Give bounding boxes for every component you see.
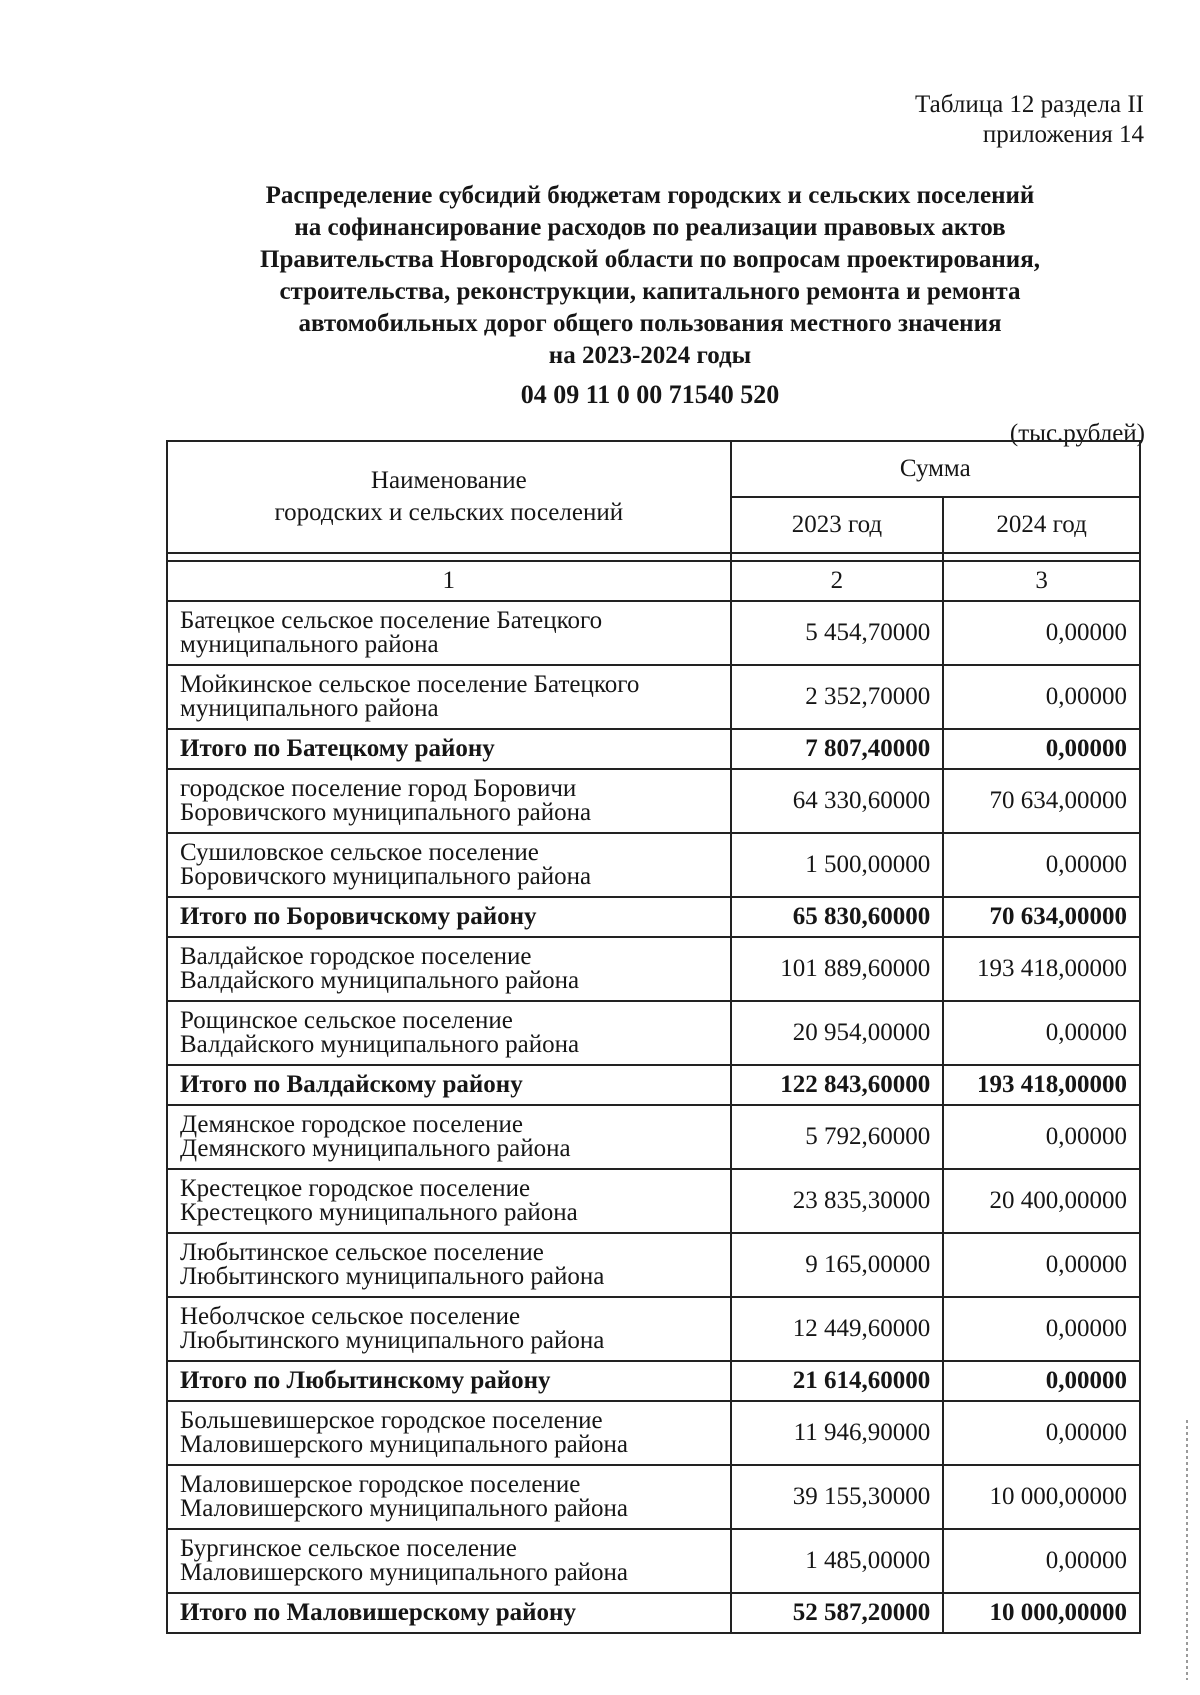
title-line: Правительства Новгородской области по вопросам проектирования,: [260, 246, 1040, 273]
name-line-2: муниципального района: [180, 631, 439, 658]
name-line-1: Бургинское сельское поселение: [180, 1535, 517, 1562]
name-line-2: Крестецкого муниципального района: [180, 1199, 578, 1226]
settlement-name-cell: [167, 1105, 731, 1169]
header-name-cell: [167, 441, 731, 553]
title-line: на софинансирование расходов по реализации правовых актов: [294, 214, 1006, 241]
name-line-1: Демянское городское поселение: [180, 1111, 523, 1138]
total-name-cell: [167, 897, 731, 937]
name-line-1: Рощинское сельское поселение: [180, 1007, 513, 1034]
amount-2023-cell: 23 835,30000: [731, 1169, 944, 1233]
table-caption: [915, 90, 1144, 150]
name-line-1: Маловишерское городское поселение: [180, 1471, 581, 1498]
settlement-name-cell: [167, 601, 731, 665]
district-total-row: [167, 1065, 1140, 1105]
name-line-2: Любытинского муниципального района: [180, 1263, 605, 1290]
amount-2024-cell: 193 418,00000: [943, 937, 1140, 1001]
title-line: на 2023-2024 годы: [548, 342, 752, 369]
name-line-1: Итого по Батецкому району: [180, 735, 495, 762]
total-name-cell: [167, 1593, 731, 1633]
header-year-2024: 2024 год: [943, 497, 1140, 553]
title-line: строительства, реконструкции, капитального ремонта и ремонта: [279, 278, 1021, 305]
settlement-name-cell: [167, 1001, 731, 1065]
amount-2023-cell: 7 807,40000: [731, 729, 944, 769]
settlement-row: [167, 1297, 1140, 1361]
header-row: [167, 441, 1140, 497]
settlement-row: [167, 937, 1140, 1001]
amount-2024-cell: 0,00000: [943, 1233, 1140, 1297]
name-line-1: Крестецкое городское поселение: [180, 1175, 531, 1202]
amount-2023-cell: 52 587,20000: [731, 1593, 944, 1633]
amount-2023-cell: 9 165,00000: [731, 1233, 944, 1297]
name-line-2: Валдайского муниципального района: [180, 1031, 580, 1058]
caption-line-2: приложения 14: [982, 121, 1144, 148]
name-line-2: Боровичского муниципального района: [180, 863, 592, 890]
column-number: 2: [731, 561, 944, 601]
total-name-cell: [167, 1361, 731, 1401]
name-line-1: Большевишерское городское поселение: [180, 1407, 603, 1434]
amount-2024-cell: 0,00000: [943, 601, 1140, 665]
name-line-1: Итого по Маловишерскому району: [180, 1599, 576, 1626]
name-line-2: Маловишерского муниципального района: [180, 1495, 629, 1522]
separator-cell: [943, 553, 1140, 561]
name-line-2: Боровичского муниципального района: [180, 799, 592, 826]
amount-2023-cell: 11 946,90000: [731, 1401, 944, 1465]
amount-2024-cell: 70 634,00000: [943, 769, 1140, 833]
header-separator: [167, 553, 1140, 561]
settlement-name-cell: [167, 833, 731, 897]
district-total-row: [167, 729, 1140, 769]
amount-2024-cell: 10 000,00000: [943, 1593, 1140, 1633]
settlement-name-cell: [167, 665, 731, 729]
scan-edge-mark: [1186, 1420, 1188, 1680]
name-line-2: муниципального района: [180, 695, 439, 722]
budget-code: 04 09 11 0 00 71540 520: [520, 380, 780, 409]
header-sum-cell: Сумма: [731, 441, 1140, 497]
name-line-2: Маловишерского муниципального района: [180, 1431, 629, 1458]
name-line-1: Мойкинское сельское поселение Батецкого: [180, 671, 640, 698]
settlement-name-cell: [167, 1401, 731, 1465]
amount-2023-cell: 21 614,60000: [731, 1361, 944, 1401]
table-body: [167, 441, 1140, 1633]
settlement-row: [167, 1233, 1140, 1297]
amount-2024-cell: 193 418,00000: [943, 1065, 1140, 1105]
amount-2023-cell: 122 843,60000: [731, 1065, 944, 1105]
amount-2023-cell: 101 889,60000: [731, 937, 944, 1001]
settlement-row: [167, 1105, 1140, 1169]
settlement-row: [167, 833, 1140, 897]
name-line-2: Демянского муниципального района: [180, 1135, 571, 1162]
caption-line-1: Таблица 12 раздела II: [915, 91, 1144, 118]
column-number: 3: [943, 561, 1140, 601]
amount-2024-cell: 10 000,00000: [943, 1465, 1140, 1529]
settlement-name-cell: [167, 937, 731, 1001]
settlement-name-cell: [167, 1529, 731, 1593]
settlement-name-cell: [167, 1465, 731, 1529]
total-name-cell: [167, 1065, 731, 1105]
settlement-row: [167, 1529, 1140, 1593]
district-total-row: [167, 897, 1140, 937]
name-line-1: Сушиловское сельское поселение: [180, 839, 539, 866]
amount-2024-cell: 0,00000: [943, 729, 1140, 769]
amount-2024-cell: 0,00000: [943, 1297, 1140, 1361]
name-line-1: Итого по Любытинскому району: [180, 1367, 551, 1394]
column-number: 1: [167, 561, 731, 601]
title-line: Распределение субсидий бюджетам городских и сельских поселений: [265, 182, 1035, 209]
settlement-row: [167, 1401, 1140, 1465]
amount-2024-cell: 0,00000: [943, 833, 1140, 897]
amount-2024-cell: 70 634,00000: [943, 897, 1140, 937]
name-line-1: Валдайское городское поселение: [180, 943, 532, 970]
total-name-cell: [167, 729, 731, 769]
amount-2024-cell: 0,00000: [943, 665, 1140, 729]
settlement-row: [167, 665, 1140, 729]
units-label: (тыс.рублей): [1009, 420, 1145, 447]
settlement-name-cell: [167, 769, 731, 833]
amount-2023-cell: 12 449,60000: [731, 1297, 944, 1361]
amount-2023-cell: 2 352,70000: [731, 665, 944, 729]
amount-2023-cell: 64 330,60000: [731, 769, 944, 833]
separator-cell: [167, 553, 731, 561]
settlement-row: [167, 1169, 1140, 1233]
amount-2023-cell: 20 954,00000: [731, 1001, 944, 1065]
subsidy-table: [166, 440, 1141, 1634]
name-line-1: Итого по Валдайскому району: [180, 1071, 523, 1098]
name-line-2: Любытинского муниципального района: [180, 1327, 605, 1354]
amount-2023-cell: 65 830,60000: [731, 897, 944, 937]
settlement-name-cell: [167, 1169, 731, 1233]
name-line-2: Валдайского муниципального района: [180, 967, 580, 994]
header-name-line-1: Наименование: [370, 467, 527, 494]
amount-2024-cell: 20 400,00000: [943, 1169, 1140, 1233]
settlement-row: [167, 1001, 1140, 1065]
district-total-row: [167, 1361, 1140, 1401]
separator-cell: [731, 553, 944, 561]
amount-2024-cell: 0,00000: [943, 1529, 1140, 1593]
settlement-row: [167, 601, 1140, 665]
amount-2023-cell: 1 500,00000: [731, 833, 944, 897]
amount-2023-cell: 1 485,00000: [731, 1529, 944, 1593]
settlement-name-cell: [167, 1297, 731, 1361]
district-total-row: [167, 1593, 1140, 1633]
header-year-2023: 2023 год: [731, 497, 944, 553]
amount-2024-cell: 0,00000: [943, 1401, 1140, 1465]
amount-2024-cell: 0,00000: [943, 1001, 1140, 1065]
amount-2023-cell: 5 792,60000: [731, 1105, 944, 1169]
name-line-1: городское поселение город Боровичи: [180, 775, 577, 802]
name-line-1: Батецкое сельское поселение Батецкого: [180, 607, 603, 634]
title-line: автомобильных дорог общего пользования местного значения: [298, 310, 1002, 337]
header-name-line-2: городских и сельских поселений: [274, 499, 624, 526]
settlement-row: [167, 1465, 1140, 1529]
amount-2024-cell: 0,00000: [943, 1105, 1140, 1169]
document-title: [150, 180, 1150, 372]
settlement-name-cell: [167, 1233, 731, 1297]
amount-2024-cell: 0,00000: [943, 1361, 1140, 1401]
name-line-1: Неболчское сельское поселение: [180, 1303, 521, 1330]
amount-2023-cell: 39 155,30000: [731, 1465, 944, 1529]
settlement-row: [167, 769, 1140, 833]
name-line-1: Итого по Боровичскому району: [180, 903, 537, 930]
name-line-2: Маловишерского муниципального района: [180, 1559, 629, 1586]
column-numbers-row: [167, 561, 1140, 601]
name-line-1: Любытинское сельское поселение: [180, 1239, 544, 1266]
amount-2023-cell: 5 454,70000: [731, 601, 944, 665]
